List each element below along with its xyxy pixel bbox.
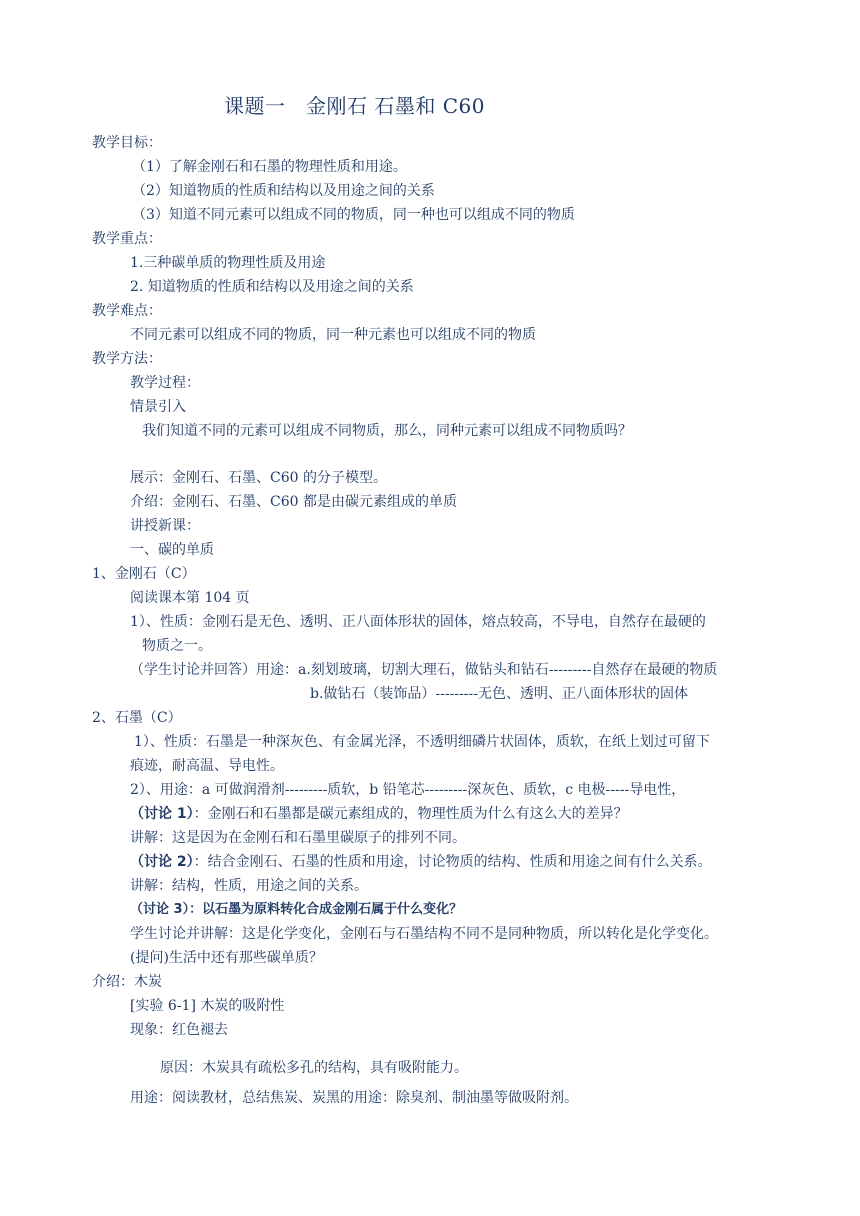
phenomenon: 现象：红色褪去	[130, 1022, 228, 1038]
discussion-1-text: ：金刚石和石墨都是碳元素组成的，物理性质为什么有这么大的差异？	[193, 806, 628, 822]
diamond-properties: 1）、性质：金刚石是无色、透明、正八面体形状的固体，熔点较高，不导电，自然存在最硬的	[130, 614, 706, 630]
carbon-elements-heading: 一、碳的单质	[130, 542, 214, 558]
graphite-heading: 2、石墨（C）	[92, 710, 182, 726]
discussion-1-label: （讨论 1）	[130, 806, 194, 822]
new-lesson-heading: 讲授新课：	[130, 518, 200, 534]
reason: 原因：木炭具有疏松多孔的结构，具有吸附能力。	[160, 1060, 468, 1076]
graphite-properties-cont: 痕迹，耐高温、导电性。	[130, 758, 284, 774]
diamond-properties-cont: 物质之一。	[142, 638, 212, 654]
section-heading-objectives: 教学目标：	[92, 135, 162, 151]
graphite-properties: 1）、性质：石墨是一种深灰色、有金属光泽，不透明细磷片状固体，质软，在纸上划过可留下	[134, 734, 710, 750]
section-heading-difficulties: 教学难点：	[92, 303, 162, 319]
intro-elements: 介绍：金刚石、石墨、C60 都是由碳元素组成的单质	[130, 494, 457, 510]
document-title: 课题一 金刚石 石墨和 C60	[224, 94, 485, 118]
process-heading: 教学过程：	[130, 375, 200, 391]
section-heading-methods: 教学方法：	[92, 351, 162, 367]
uses-summary: 用途：阅读教材，总结焦炭、炭黑的用途：除臭剂、制油墨等做吸附剂。	[130, 1090, 578, 1106]
diamond-heading: 1、金刚石（C）	[92, 566, 196, 582]
show-models: 展示：金刚石、石墨、C60 的分子模型。	[130, 470, 387, 486]
difficulty-item: 不同元素可以组成不同的物质，同一种元素也可以组成不同的物质	[130, 327, 536, 343]
charcoal-heading: 介绍：木炭	[92, 974, 162, 990]
graphite-uses: 2）、用途：a 可做润滑剂---------质软，b 铅笔芯---------深灰色、质软，c 电极-----导电性，	[130, 782, 686, 798]
experiment-label: [实验 6-1] 木炭的吸附性	[130, 998, 285, 1014]
discussion-2-label: （讨论 2）	[130, 854, 194, 870]
objective-item: （1）了解金刚石和石墨的物理性质和用途。	[132, 159, 407, 175]
intro-question: 我们知道不同的元素可以组成不同物质，那么，同种元素可以组成不同物质吗？	[142, 423, 632, 439]
discussion-3: （讨论 3）：以石墨为原料转化合成金刚石属于什么变化？	[130, 902, 463, 917]
section-heading-key-points: 教学重点：	[92, 231, 162, 247]
explanation-1: 讲解：这是因为在金刚石和石墨里碳原子的排列不同。	[130, 830, 466, 846]
diamond-uses-b: b.做钻石（装饰品）---------无色、透明、正八面体形状的固体	[310, 686, 688, 702]
objective-item: （3）知道不同元素可以组成不同的物质，同一种也可以组成不同的物质	[132, 207, 575, 223]
explanation-3: 学生讨论并讲解：这是化学变化，金刚石与石墨结构不同不是同种物质，所以转化是化学变化。	[130, 926, 718, 942]
key-point-item: 2. 知道物质的性质和结构以及用途之间的关系	[130, 279, 414, 295]
intro-heading: 情景引入	[130, 399, 186, 415]
discussion-2	[130, 852, 712, 872]
diamond-uses-a: （学生讨论并回答）用途：a.刻划玻璃，切割大理石，做钻头和钻石---------自然存在最硬的物质	[130, 662, 718, 678]
reading-note: 阅读课本第 104 页	[130, 590, 250, 606]
discussion-1	[130, 804, 628, 824]
objective-item: （2）知道物质的性质和结构以及用途之间的关系	[132, 183, 435, 199]
discussion-2-text: ：结合金刚石、石墨的性质和用途，讨论物质的结构、性质和用途之间有什么关系。	[193, 854, 712, 870]
explanation-2: 讲解：结构，性质，用途之间的关系。	[130, 878, 368, 894]
key-point-item: 1.三种碳单质的物理性质及用途	[130, 255, 326, 271]
question-other-carbon: (提问)生活中还有那些碳单质？	[130, 950, 323, 966]
